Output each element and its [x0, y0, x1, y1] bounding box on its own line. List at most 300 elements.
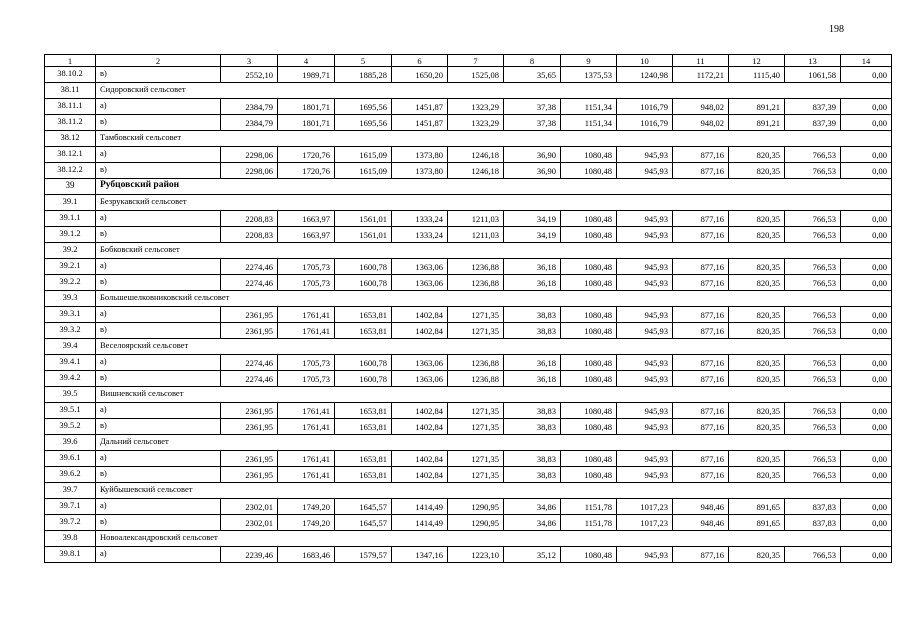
value-cell: 38,83 — [504, 403, 561, 419]
value-cell: 1525,08 — [448, 67, 504, 83]
row-code: 38.12.1 — [45, 147, 96, 163]
value-cell: 1363,06 — [392, 259, 448, 275]
value-cell: 1402,84 — [392, 403, 448, 419]
row-code: 39.2.1 — [45, 259, 96, 275]
column-number-cell: 9 — [561, 55, 617, 67]
value-cell: 0,00 — [841, 307, 892, 323]
value-cell: 1695,56 — [335, 99, 392, 115]
value-cell: 1402,84 — [392, 323, 448, 339]
value-cell: 0,00 — [841, 371, 892, 387]
settlement-name: Куйбышевский сельсовет — [96, 483, 892, 499]
value-cell: 1246,18 — [448, 147, 504, 163]
value-cell: 877,16 — [673, 227, 729, 243]
settlement-row — [45, 483, 892, 499]
table-row — [45, 99, 892, 115]
row-code: 39.3 — [45, 291, 96, 307]
table-row — [45, 355, 892, 371]
row-label: в) — [96, 163, 221, 179]
value-cell: 1223,10 — [448, 547, 504, 563]
value-cell: 766,53 — [785, 419, 841, 435]
row-code: 39.5.1 — [45, 403, 96, 419]
settlement-row — [45, 339, 892, 355]
value-cell: 820,35 — [729, 275, 785, 291]
value-cell: 945,93 — [617, 163, 673, 179]
value-cell: 1720,76 — [278, 147, 335, 163]
value-cell: 877,16 — [673, 307, 729, 323]
value-cell: 1414,49 — [392, 499, 448, 515]
value-cell: 1653,81 — [335, 323, 392, 339]
column-number-cell: 10 — [617, 55, 673, 67]
value-cell: 1016,79 — [617, 99, 673, 115]
row-code: 38.10.2 — [45, 67, 96, 83]
value-cell: 945,93 — [617, 403, 673, 419]
table-row — [45, 547, 892, 563]
row-code: 39.7 — [45, 483, 96, 499]
value-cell: 948,46 — [673, 515, 729, 531]
value-cell: 34,19 — [504, 211, 561, 227]
value-cell: 1451,87 — [392, 115, 448, 131]
row-label: в) — [96, 115, 221, 131]
value-cell: 2361,95 — [221, 403, 278, 419]
value-cell: 36,18 — [504, 355, 561, 371]
row-code: 39.7.2 — [45, 515, 96, 531]
value-cell: 1653,81 — [335, 403, 392, 419]
settlement-name: Бобковский сельсовет — [96, 243, 892, 259]
value-cell: 1271,35 — [448, 451, 504, 467]
table-row — [45, 163, 892, 179]
value-cell: 38,83 — [504, 323, 561, 339]
table-row — [45, 115, 892, 131]
row-label: в) — [96, 371, 221, 387]
value-cell: 1080,48 — [561, 163, 617, 179]
value-cell: 891,21 — [729, 99, 785, 115]
value-cell: 1080,48 — [561, 259, 617, 275]
value-cell: 0,00 — [841, 211, 892, 227]
value-cell: 2274,46 — [221, 275, 278, 291]
table-row — [45, 259, 892, 275]
value-cell: 1271,35 — [448, 403, 504, 419]
row-label: в) — [96, 467, 221, 483]
value-cell: 766,53 — [785, 323, 841, 339]
value-cell: 820,35 — [729, 211, 785, 227]
value-cell: 1989,71 — [278, 67, 335, 83]
value-cell: 1683,46 — [278, 547, 335, 563]
column-number-cell: 2 — [96, 55, 221, 67]
value-cell: 1653,81 — [335, 307, 392, 323]
value-cell: 1645,57 — [335, 499, 392, 515]
value-cell: 1290,95 — [448, 515, 504, 531]
value-cell: 1151,34 — [561, 99, 617, 115]
row-code: 38.12 — [45, 131, 96, 147]
value-cell: 948,02 — [673, 115, 729, 131]
value-cell: 837,39 — [785, 99, 841, 115]
column-number-cell: 13 — [785, 55, 841, 67]
settlement-name: Тамбовский сельсовет — [96, 131, 892, 147]
value-cell: 1271,35 — [448, 467, 504, 483]
value-cell: 1246,18 — [448, 163, 504, 179]
value-cell: 0,00 — [841, 163, 892, 179]
settlement-name: Вишневский сельсовет — [96, 387, 892, 403]
value-cell: 837,39 — [785, 115, 841, 131]
value-cell: 1451,87 — [392, 99, 448, 115]
value-cell: 36,18 — [504, 275, 561, 291]
district-row — [45, 179, 892, 195]
column-number-cell: 5 — [335, 55, 392, 67]
value-cell: 0,00 — [841, 323, 892, 339]
value-cell: 37,38 — [504, 99, 561, 115]
value-cell: 38,83 — [504, 451, 561, 467]
value-cell: 945,93 — [617, 259, 673, 275]
value-cell: 1363,06 — [392, 275, 448, 291]
table-row — [45, 499, 892, 515]
value-cell: 820,35 — [729, 307, 785, 323]
column-number-cell: 12 — [729, 55, 785, 67]
column-number-cell: 6 — [392, 55, 448, 67]
value-cell: 1211,03 — [448, 227, 504, 243]
value-cell: 0,00 — [841, 419, 892, 435]
value-cell: 1761,41 — [278, 323, 335, 339]
value-cell: 1151,78 — [561, 515, 617, 531]
value-cell: 766,53 — [785, 275, 841, 291]
row-code: 39.8.1 — [45, 547, 96, 563]
settlement-row — [45, 387, 892, 403]
value-cell: 1211,03 — [448, 211, 504, 227]
value-cell: 2361,95 — [221, 467, 278, 483]
value-cell: 1333,24 — [392, 227, 448, 243]
table-row — [45, 451, 892, 467]
value-cell: 766,53 — [785, 355, 841, 371]
value-cell: 1653,81 — [335, 419, 392, 435]
value-cell: 1645,57 — [335, 515, 392, 531]
value-cell: 891,65 — [729, 499, 785, 515]
value-cell: 1615,09 — [335, 147, 392, 163]
value-cell: 766,53 — [785, 371, 841, 387]
value-cell: 36,90 — [504, 147, 561, 163]
row-label: а) — [96, 499, 221, 515]
value-cell: 1749,20 — [278, 499, 335, 515]
value-cell: 877,16 — [673, 259, 729, 275]
value-cell: 1402,84 — [392, 467, 448, 483]
value-cell: 1801,71 — [278, 99, 335, 115]
value-cell: 945,93 — [617, 371, 673, 387]
value-cell: 1761,41 — [278, 451, 335, 467]
row-label: в) — [96, 515, 221, 531]
settlement-name: Дальний сельсовет — [96, 435, 892, 451]
row-label: а) — [96, 307, 221, 323]
value-cell: 38,83 — [504, 307, 561, 323]
value-cell: 1653,81 — [335, 467, 392, 483]
value-cell: 1080,48 — [561, 211, 617, 227]
value-cell: 1333,24 — [392, 211, 448, 227]
row-code: 38.12.2 — [45, 163, 96, 179]
value-cell: 1080,48 — [561, 419, 617, 435]
value-cell: 877,16 — [673, 355, 729, 371]
value-cell: 877,16 — [673, 403, 729, 419]
value-cell: 1653,81 — [335, 451, 392, 467]
value-cell: 1151,34 — [561, 115, 617, 131]
value-cell: 877,16 — [673, 451, 729, 467]
value-cell: 2274,46 — [221, 259, 278, 275]
value-cell: 2361,95 — [221, 307, 278, 323]
value-cell: 837,83 — [785, 515, 841, 531]
value-cell: 820,35 — [729, 403, 785, 419]
column-number-cell: 3 — [221, 55, 278, 67]
settlement-row — [45, 243, 892, 259]
value-cell: 1290,95 — [448, 499, 504, 515]
value-cell: 2361,95 — [221, 451, 278, 467]
value-cell: 1749,20 — [278, 515, 335, 531]
value-cell: 2274,46 — [221, 355, 278, 371]
value-cell: 1347,16 — [392, 547, 448, 563]
value-cell: 877,16 — [673, 371, 729, 387]
value-cell: 1080,48 — [561, 323, 617, 339]
value-cell: 1579,57 — [335, 547, 392, 563]
tariff-table — [44, 54, 892, 563]
value-cell: 1885,28 — [335, 67, 392, 83]
value-cell: 766,53 — [785, 227, 841, 243]
value-cell: 35,65 — [504, 67, 561, 83]
value-cell: 1801,71 — [278, 115, 335, 131]
column-number-cell: 14 — [841, 55, 892, 67]
value-cell: 945,93 — [617, 227, 673, 243]
value-cell: 36,90 — [504, 163, 561, 179]
settlement-row — [45, 531, 892, 547]
value-cell: 891,21 — [729, 115, 785, 131]
column-number-cell: 1 — [45, 55, 96, 67]
value-cell: 0,00 — [841, 451, 892, 467]
settlement-row — [45, 131, 892, 147]
column-number-cell: 11 — [673, 55, 729, 67]
table-row — [45, 275, 892, 291]
value-cell: 1761,41 — [278, 467, 335, 483]
value-cell: 766,53 — [785, 211, 841, 227]
value-cell: 2361,95 — [221, 323, 278, 339]
value-cell: 1761,41 — [278, 307, 335, 323]
value-cell: 945,93 — [617, 147, 673, 163]
value-cell: 2302,01 — [221, 515, 278, 531]
value-cell: 945,93 — [617, 451, 673, 467]
value-cell: 837,83 — [785, 499, 841, 515]
value-cell: 1561,01 — [335, 211, 392, 227]
column-number-row — [45, 55, 892, 67]
value-cell: 0,00 — [841, 275, 892, 291]
value-cell: 1402,84 — [392, 419, 448, 435]
settlement-row — [45, 195, 892, 211]
value-cell: 0,00 — [841, 515, 892, 531]
value-cell: 34,19 — [504, 227, 561, 243]
value-cell: 1600,78 — [335, 259, 392, 275]
value-cell: 0,00 — [841, 115, 892, 131]
row-code: 38.11 — [45, 83, 96, 99]
value-cell: 0,00 — [841, 259, 892, 275]
value-cell: 766,53 — [785, 259, 841, 275]
value-cell: 2384,79 — [221, 115, 278, 131]
value-cell: 0,00 — [841, 227, 892, 243]
value-cell: 1373,80 — [392, 147, 448, 163]
value-cell: 35,12 — [504, 547, 561, 563]
row-label: а) — [96, 451, 221, 467]
value-cell: 877,16 — [673, 323, 729, 339]
row-label: в) — [96, 67, 221, 83]
value-cell: 766,53 — [785, 147, 841, 163]
row-code: 39.6.1 — [45, 451, 96, 467]
row-label: в) — [96, 419, 221, 435]
value-cell: 2298,06 — [221, 163, 278, 179]
row-code: 39.6 — [45, 435, 96, 451]
table-row — [45, 467, 892, 483]
value-cell: 0,00 — [841, 403, 892, 419]
value-cell: 1705,73 — [278, 275, 335, 291]
value-cell: 766,53 — [785, 547, 841, 563]
column-number-cell: 4 — [278, 55, 335, 67]
value-cell: 0,00 — [841, 467, 892, 483]
value-cell: 34,86 — [504, 499, 561, 515]
value-cell: 766,53 — [785, 467, 841, 483]
value-cell: 1761,41 — [278, 419, 335, 435]
row-label: в) — [96, 227, 221, 243]
row-code: 39.3.2 — [45, 323, 96, 339]
value-cell: 1236,88 — [448, 259, 504, 275]
value-cell: 0,00 — [841, 67, 892, 83]
value-cell: 877,16 — [673, 275, 729, 291]
value-cell: 34,86 — [504, 515, 561, 531]
value-cell: 1695,56 — [335, 115, 392, 131]
row-code: 39.1 — [45, 195, 96, 211]
row-label: а) — [96, 259, 221, 275]
row-code: 39.1.2 — [45, 227, 96, 243]
row-label: а) — [96, 355, 221, 371]
table-row — [45, 67, 892, 83]
row-code: 39.8 — [45, 531, 96, 547]
value-cell: 2384,79 — [221, 99, 278, 115]
value-cell: 2274,46 — [221, 371, 278, 387]
table-body — [45, 55, 892, 563]
value-cell: 1663,97 — [278, 227, 335, 243]
row-label: а) — [96, 147, 221, 163]
value-cell: 0,00 — [841, 355, 892, 371]
row-code: 39.2.2 — [45, 275, 96, 291]
value-cell: 1271,35 — [448, 307, 504, 323]
row-code: 38.11.1 — [45, 99, 96, 115]
value-cell: 2239,46 — [221, 547, 278, 563]
value-cell: 945,93 — [617, 323, 673, 339]
value-cell: 945,93 — [617, 547, 673, 563]
value-cell: 820,35 — [729, 547, 785, 563]
value-cell: 1414,49 — [392, 515, 448, 531]
row-label: а) — [96, 99, 221, 115]
table-row — [45, 515, 892, 531]
value-cell: 1375,53 — [561, 67, 617, 83]
value-cell: 1151,78 — [561, 499, 617, 515]
row-label: в) — [96, 323, 221, 339]
value-cell: 1080,48 — [561, 403, 617, 419]
row-label: в) — [96, 275, 221, 291]
row-code: 39.4 — [45, 339, 96, 355]
row-label: а) — [96, 403, 221, 419]
value-cell: 1363,06 — [392, 355, 448, 371]
value-cell: 945,93 — [617, 211, 673, 227]
settlement-name: Безрукавский сельсовет — [96, 195, 892, 211]
value-cell: 1172,21 — [673, 67, 729, 83]
value-cell: 945,93 — [617, 419, 673, 435]
value-cell: 877,16 — [673, 419, 729, 435]
value-cell: 1271,35 — [448, 323, 504, 339]
row-code: 39.2 — [45, 243, 96, 259]
row-code: 39.4.2 — [45, 371, 96, 387]
value-cell: 1080,48 — [561, 467, 617, 483]
row-code: 38.11.2 — [45, 115, 96, 131]
value-cell: 1600,78 — [335, 371, 392, 387]
value-cell: 877,16 — [673, 211, 729, 227]
row-label: а) — [96, 547, 221, 563]
settlement-row — [45, 291, 892, 307]
value-cell: 1615,09 — [335, 163, 392, 179]
value-cell: 820,35 — [729, 467, 785, 483]
value-cell: 1080,48 — [561, 547, 617, 563]
value-cell: 1705,73 — [278, 371, 335, 387]
table-row — [45, 371, 892, 387]
value-cell: 1017,23 — [617, 515, 673, 531]
row-code: 39.1.1 — [45, 211, 96, 227]
table-row — [45, 323, 892, 339]
value-cell: 766,53 — [785, 451, 841, 467]
value-cell: 1236,88 — [448, 371, 504, 387]
value-cell: 766,53 — [785, 163, 841, 179]
value-cell: 891,65 — [729, 515, 785, 531]
value-cell: 0,00 — [841, 499, 892, 515]
value-cell: 1402,84 — [392, 451, 448, 467]
row-code: 39.6.2 — [45, 467, 96, 483]
value-cell: 1080,48 — [561, 451, 617, 467]
value-cell: 1323,29 — [448, 115, 504, 131]
value-cell: 1705,73 — [278, 259, 335, 275]
page-number: 198 — [829, 24, 844, 35]
value-cell: 36,18 — [504, 371, 561, 387]
value-cell: 1080,48 — [561, 147, 617, 163]
row-code: 39.7.1 — [45, 499, 96, 515]
value-cell: 1373,80 — [392, 163, 448, 179]
value-cell: 1115,40 — [729, 67, 785, 83]
value-cell: 820,35 — [729, 227, 785, 243]
value-cell: 38,83 — [504, 467, 561, 483]
value-cell: 1720,76 — [278, 163, 335, 179]
settlement-name: Сидоровский сельсовет — [96, 83, 892, 99]
value-cell: 1236,88 — [448, 355, 504, 371]
value-cell: 1761,41 — [278, 403, 335, 419]
value-cell: 2208,83 — [221, 211, 278, 227]
table-row — [45, 211, 892, 227]
value-cell: 1080,48 — [561, 227, 617, 243]
table-row — [45, 227, 892, 243]
value-cell: 820,35 — [729, 259, 785, 275]
value-cell: 1600,78 — [335, 355, 392, 371]
value-cell: 820,35 — [729, 451, 785, 467]
value-cell: 1080,48 — [561, 371, 617, 387]
value-cell: 877,16 — [673, 147, 729, 163]
value-cell: 1080,48 — [561, 355, 617, 371]
value-cell: 820,35 — [729, 371, 785, 387]
value-cell: 1402,84 — [392, 307, 448, 323]
value-cell: 1363,06 — [392, 371, 448, 387]
value-cell: 0,00 — [841, 147, 892, 163]
row-code: 39.3.1 — [45, 307, 96, 323]
value-cell: 948,02 — [673, 99, 729, 115]
table-row — [45, 307, 892, 323]
value-cell: 38,83 — [504, 419, 561, 435]
value-cell: 877,16 — [673, 163, 729, 179]
value-cell: 37,38 — [504, 115, 561, 131]
value-cell: 2302,01 — [221, 499, 278, 515]
